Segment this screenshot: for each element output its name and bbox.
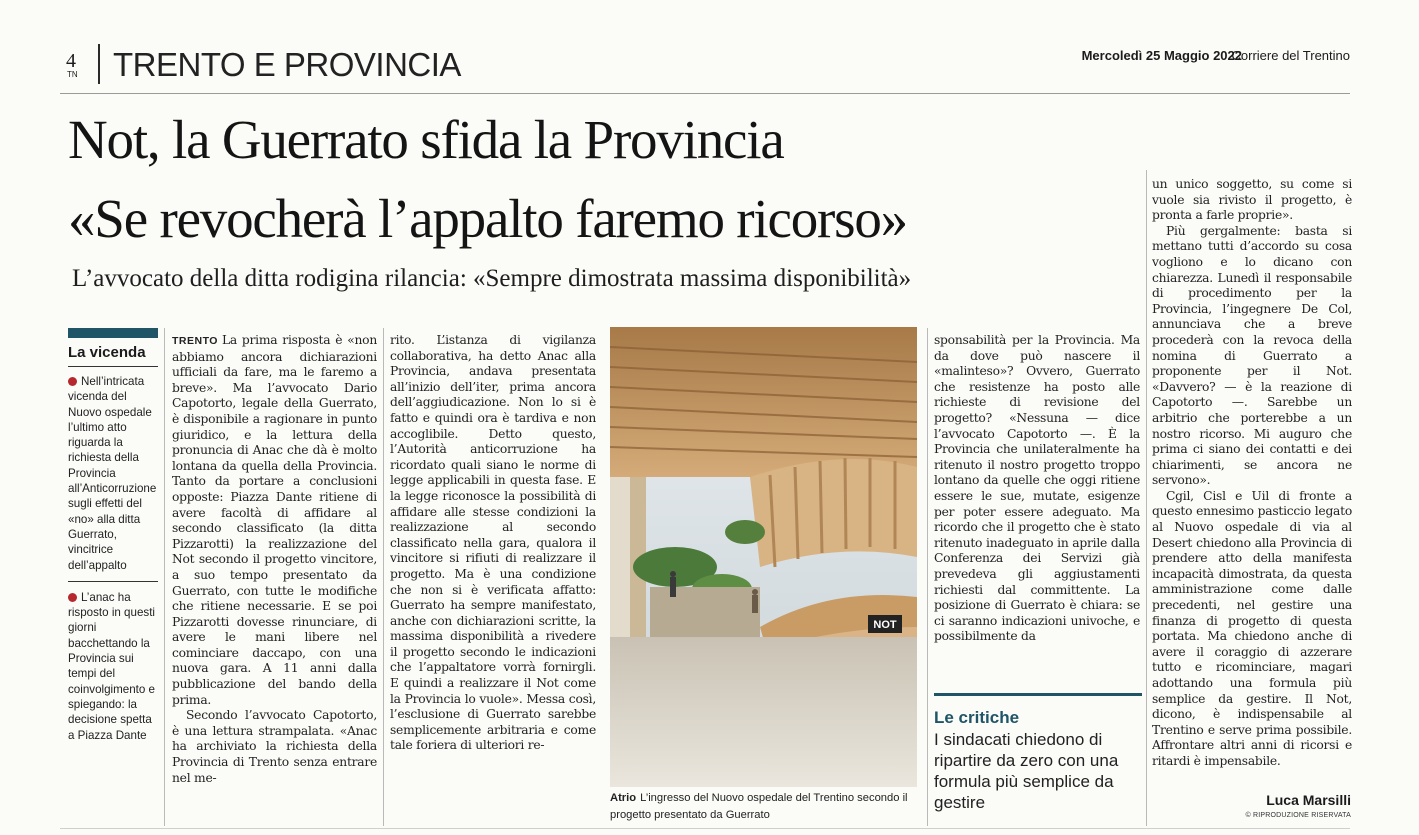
paragraph: Più gergalmente: basta si mettano tutti d’accordo su cosa vogliono e lo dicano con chiarezza. Lunedì il responsabile di procedimento per la Provincia, l’ingegnere De Col, annunciava che a breve procederà con la revoca della nomina di Guerrato a proponente per il Not. «Davvero? — è la reazione di Capotorto —. Sarebbe un arbitrio che porterebbe a un nostro ricorso. Mi auguro che prima ci siano dei contatti e dei chiarimenti, se ancora ne servono». [1152,223,1352,488]
article-column-2 [390,333,596,825]
column-rule [1146,170,1147,826]
atrium-rendering [610,327,917,787]
column-rule [927,328,928,826]
page-header [60,44,1350,84]
edition-label: TN [67,70,78,79]
bullet-icon [68,377,77,386]
photo-caption [610,790,920,824]
footer-rule [60,828,1350,829]
header-rule [60,93,1350,94]
sidebar-item-text: L’anac ha risposto in questi giorni bacchettando la Provincia sui tempi del coinvolgimento e spiegando: la decisione spetta a Piazza Dante [68,590,156,742]
section-title: TRENTO E PROVINCIA [113,46,461,83]
not-sign: NOT [873,619,897,631]
article-column-1 [172,333,377,825]
headline-line-2: «Se revocherà l’appalto faremo ricorso» [68,188,907,249]
paragraph: La prima risposta è «non abbiamo ancora dichiarazioni ufficiali da fare, ma le faremo a breve». Ma l’avvocato Dario Capotorto, legale della Guerrato, è disponibile a ragionare in punto giuridico, e la lettura della pronuncia di Anac che dà è molto lontana da quella della Provincia. Tanto da portare a conclusioni opposte: Piazza Dante ritiene di avere facoltà di affidare al secondo classificato (la ditta Pizzarotti) la realizzazione del Not secondo il progetto vincitore, a suo tempo presentato da Guerrato, con tutte le modifiche che ritiene necessarie. E se poi Pizzarotti dovesse rinunciare, di avere le mani libere nel cominciare daccapo, con una nuova gara. A 11 anni dalla pubblicazione del bando della prima. [172,333,377,707]
dateline: TRENTO [172,335,218,347]
column-rule [383,328,384,826]
sidebar-item-text: Nell’intricata vicenda del Nuovo ospedale l’ultimo atto riguarda la richiesta della Provincia all’Anticorruzione sugli effetti del «no» alla ditta Guerrato, vincitrice dell’appalto [68,375,157,572]
paragraph: Secondo l’avvocato Capotorto, è una lettura strampalata. «Anac ha archiviato la richiesta della Provincia di Trento senza entrare nel me- [172,708,377,785]
newspaper-name: Corriere del Trentino [1231,48,1350,63]
copyright-notice: © RIPRODUZIONE RISERVATA [1245,812,1351,819]
bullet-icon [68,593,77,602]
headline-line-1: Not, la Guerrato sfida la Provincia [68,109,784,170]
caption-label: Atrio [610,792,637,804]
critiche-box [934,693,1142,813]
sidebar-accent-bar [68,328,158,338]
sidebar-la-vicenda [68,328,158,743]
caption-text: L’ingresso del Nuovo ospedale del Trentino secondo il progetto presentato da Guerrato [610,792,908,821]
critiche-text: I sindacati chiedono di ripartire da zero con una formula più semplice da gestire [934,730,1119,812]
issue-date: Mercoledì 25 Maggio 2022 [1081,48,1242,63]
header-divider [98,44,100,84]
sidebar-title: La vicenda [68,344,158,367]
author-byline: Luca Marsilli [1266,792,1351,808]
critiche-kicker: Le critiche [934,708,1020,727]
article-column-5 [1152,177,1352,797]
paragraph: sponsabilità per la Provincia. Ma da dove può nascere il «malinteso»? Ovvero, Guerrato che resistenze ha posto alle richieste di revisione del progetto? «Nessuna — dice l’avvocato Capotorto —. È la Provincia che unilateralmente ha ritenuto il nostro progetto troppo lontano da quelle che oggi ritiene essere le sue, mutate, esigenze per poter essere adeguato. Ma ricordo che il progetto che è stato ritenuto inadeguato in aprile dalla Conferenza dei Servizi già prevedeva gli aggiustamenti richiesti dal committente. La posizione di Guerrato è chiara: se ci saranno indicazioni univoche, e possibilmente da [934,333,1140,644]
column-rule [164,328,165,826]
paragraph: Cgil, Cisl e Uil di fronte a questo ennesimo pasticcio legato al Nuovo ospedale di via al Desert chiedono alla Provincia di prendere atto della manifesta incapacità dimostrata, da questa amministrazione come dalle precedenti, nel gestire una finanza di progetto di questa portata. Ma chiedono anche di avere il coraggio di azzerare tutto e ricominciare, magari adottando una formula più semplice da gestire. Il Not, dicono, è indispensabile al Trentino e serve prima possibile. Affrontare altri anni di ricorsi e ritardi è impensabile. [1152,488,1352,768]
article-column-4 [934,333,1140,685]
hospital-atrium-photo [610,327,917,787]
paragraph: un unico soggetto, su come si vuole sia rivisto il progetto, è pronta a farle proprie». [1152,177,1352,223]
subheadline: L’avvocato della ditta rodigina rilancia: «Sempre dimostrata massima disponibilità» [72,265,912,292]
sidebar-item [68,374,158,573]
page-number: 4 [66,50,76,72]
sidebar-item [68,581,158,743]
paragraph: rito. L’istanza di vigilanza collaborativa, ha detto Anac alla Provincia, andava presentata all’inizio dell’iter, prima ancora dell’aggiudicazione. Non lo si è fatto e quindi ora è tardiva e non accoglibile. Detto questo, l’Autorità anticorruzione ha ricordato quali siano le norme di legge applicabili in questa fase. E la legge riconosce la possibilità di affidare alle stesse condizioni la realizzazione al secondo classificato nella gara, qualora il vincitore si rifiuti di realizzare il progetto. Ma è una condizione che non si è verificata affatto: Guerrato ha sempre manifestato, anche con dichiarazioni scritte, la massima disponibilità a rivedere il progetto secondo le indicazioni che l’appaltatore vorrà fornirgli. E quindi a realizzare il Not come la Provincia lo vuole». Messa così, l’esclusione di Guerrato sarebbe semplicemente arbitraria e come tale foriera di ulteriori re- [390,333,596,753]
